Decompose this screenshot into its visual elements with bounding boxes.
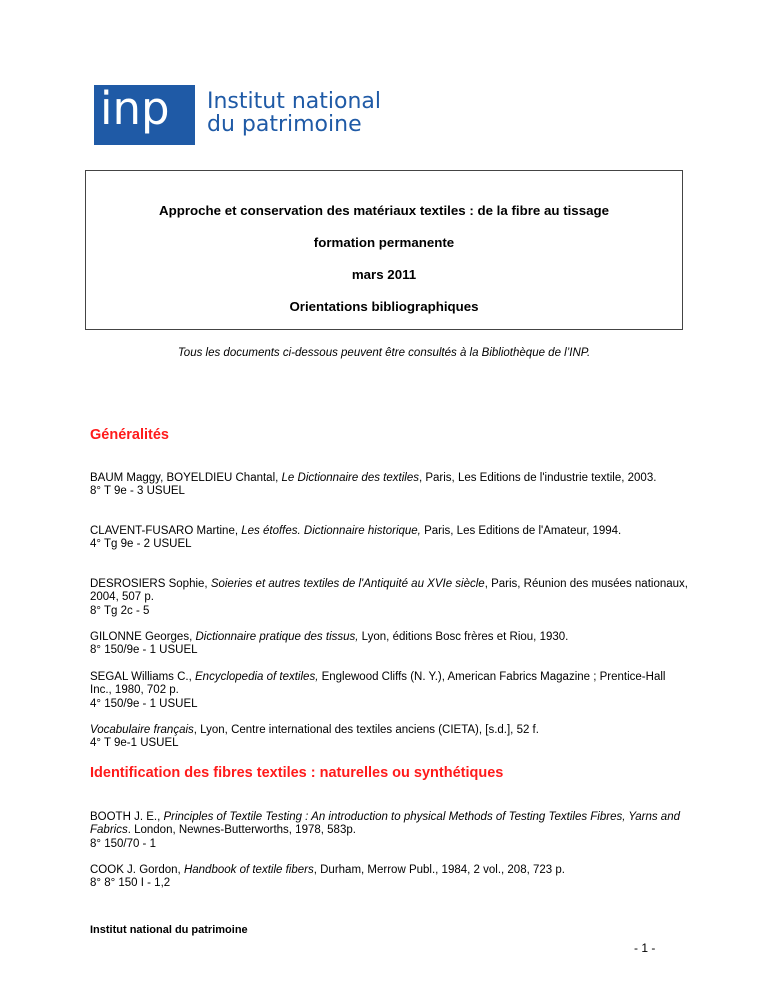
title-box: [85, 170, 683, 330]
bibliography-entry: [90, 578, 690, 618]
entry-details: , Paris, Les Editions de l'industrie textile, 2003.: [418, 472, 657, 484]
document-subtitle: formation permanente: [313, 235, 455, 250]
entry-call-number: 8° 150/9e - 1 USUEL: [90, 644, 198, 657]
entry-title: Le Dictionnaire des textiles: [281, 472, 419, 484]
entry-author: COOK J. Gordon,: [90, 864, 184, 876]
entry-author: BOOTH J. E.,: [90, 811, 164, 823]
bibliography-entry: [90, 631, 690, 658]
bibliography-entry: [90, 525, 690, 552]
entry-call-number: 8° 8° 150 I - 1,2: [90, 877, 171, 890]
entry-details: , Paris, Réunion des musées nationaux, 2004, 507 p.: [90, 578, 688, 604]
entry-details: Paris, Les Editions de l'Amateur, 1994.: [420, 525, 622, 537]
entry-details: Lyon, éditions Bosc frères et Riou, 1930.: [358, 631, 569, 643]
bibliography-entry: [90, 724, 690, 751]
entry-details: Englewood Cliffs (N. Y.), American Fabrics Magazine ; Prentice-Hall Inc., 1980, 702 p.: [90, 671, 666, 697]
entry-title: Dictionnaire pratique des tissus,: [195, 631, 359, 643]
entry-author: GILONNE Georges,: [90, 631, 196, 643]
entry-title: Les étoffes. Dictionnaire historique,: [241, 525, 421, 537]
entry-call-number: 4° 150/9e - 1 USUEL: [90, 697, 198, 710]
entry-title: Encyclopedia of textiles,: [195, 671, 319, 683]
bibliography-entry: [90, 811, 690, 851]
entry-title: Handbook of textile fibers: [183, 864, 314, 876]
entry-title: Vocabulaire français: [90, 724, 194, 736]
section-heading-identification: Identification des fibres textiles : naturelles ou synthétiques: [90, 765, 504, 781]
bibliography-entry: [90, 671, 690, 711]
entry-author: BAUM Maggy, BOYELDIEU Chantal,: [90, 472, 282, 484]
inp-logo: [94, 82, 381, 145]
section-heading-generalites: Généralités: [90, 427, 169, 443]
entry-call-number: 8° 150/70 - 1: [90, 837, 156, 850]
logo-line-2: du patrimoine: [207, 112, 362, 137]
entry-details: , Lyon, Centre international des textiles anciens (CIETA), [s.d.], 52 f.: [193, 724, 539, 736]
entry-call-number: 8° Tg 2c - 5: [90, 604, 150, 617]
document-title: Approche et conservation des matériaux textiles : de la fibre au tissage: [158, 203, 610, 218]
page-number: - 1 -: [634, 941, 656, 955]
logo-mark: inp: [94, 85, 195, 145]
entry-call-number: 4° Tg 9e - 2 USUEL: [90, 538, 192, 551]
bibliography-entry: [90, 472, 690, 499]
document-date: mars 2011: [351, 267, 417, 282]
footer-institution: Institut national du patrimoine: [90, 924, 248, 936]
entry-details: . London, Newnes-Butterworths, 1978, 583p.: [127, 824, 356, 837]
entry-call-number: 8° T 9e - 3 USUEL: [90, 485, 185, 498]
document-heading: Orientations bibliographiques: [289, 299, 479, 314]
bibliography-entry: [90, 864, 690, 891]
entry-title: Soieries et autres textiles de l'Antiquité au XVIe siècle: [210, 578, 485, 590]
consultation-note: Tous les documents ci-dessous peuvent être consultés à la Bibliothèque de l’INP.: [177, 347, 591, 359]
entry-call-number: 4° T 9e-1 USUEL: [90, 737, 179, 750]
entry-author: DESROSIERS Sophie,: [90, 578, 211, 590]
logo-text: [207, 90, 381, 136]
entry-author: CLAVENT-FUSARO Martine,: [90, 525, 242, 537]
entry-details: , Durham, Merrow Publ., 1984, 2 vol., 208, 723 p.: [313, 864, 565, 876]
logo-line-1: Institut national: [207, 89, 381, 114]
entry-title: Principles of Textile Testing : An introduction to physical Methods of Testing Textiles Fibres, Yarns and Fabrics: [90, 811, 680, 837]
entry-author: SEGAL Williams C.,: [90, 671, 196, 683]
